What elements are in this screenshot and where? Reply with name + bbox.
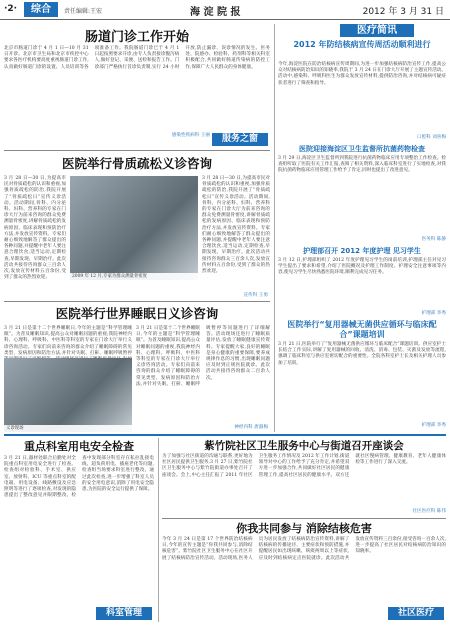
article-medrev <box>278 144 446 244</box>
page-header <box>0 0 450 20</box>
tb-byline: 口腔科 刘喜梅 <box>416 135 446 140</box>
rule-ziwei <box>162 518 446 519</box>
lab-body: 3 月 21 日,器材处联合后勤处对全院重点科室用电安全进行了检查。检查组对检验科、手术室、供应室、放射科、ICU 等重点科室的配电箱、用电设备、线路敷设及应急照明等进行了逐项检查,对发现的隐患提出了整改意见并限期整改。检查中发现部分科室存在私拉乱接电线、超负荷用电、插座老化等问题,检查组当场要求科室进行整改。通过此次检查,进一步增强了科室人员的安全用电意识,消除了用电安全隐患,为医院的安全运行提供了保障。 <box>4 456 154 499</box>
nurse-headline: 护理部召开 2012 年度护理 见习学生 <box>303 247 421 255</box>
page-number: ·2· <box>4 4 18 14</box>
article-promote <box>162 520 446 622</box>
rule-1 <box>4 150 270 151</box>
bone-byline: 宣传科 王勇 <box>243 293 268 298</box>
training-byline: 护理部 李秀 <box>421 423 446 428</box>
issue-date: 2012 年 3 月 31 日 <box>362 7 444 17</box>
lab-tag: 科室管理 <box>96 607 152 620</box>
section-tag: 综合 <box>24 2 58 17</box>
article-nurse <box>278 246 446 318</box>
sleep-photo <box>4 358 132 432</box>
sleep-headline: 医院举行世界睡眠日义诊咨询 <box>55 306 219 321</box>
bone-photo <box>70 176 198 280</box>
rule-bottom <box>4 434 446 436</box>
tb-body: 今年,海淀医院在防治结核病宣传周期间,为进一步加强结核病防治宣传工作,提高公众对结核病防治知识的知晓率,我院于 3 月 24 日在门诊大厅开展了主题宣传活动。活动中,感染科、呼吸科医生为群众发放宣传材料,提供防治咨询,并对结核病可疑症状者进行了筛查和指导。 <box>278 62 446 86</box>
clinic-headline: 肠道门诊工作开始 <box>84 30 189 45</box>
medrev-body: 3 月 29 日,海淀区卫生监督所到我院进行抗菌药物临床应用专项整治工作检查。检查组听取了医院有关工作汇报,查阅了相关资料,深入临床科室进行了实地检查,对我院抗菌药物临床应用管理工作给予了肯定,同时也提出了改进意见。 <box>278 156 446 174</box>
article-training <box>278 320 446 432</box>
sleep-byline: 神经内科 唐淑梅 <box>234 425 268 430</box>
bone-photo-caption: 2009 年 12 月,专家为群众测量骨密度 <box>70 273 198 281</box>
bone-body-right: 3 月 28 日—30 日,为提高市民对骨质疏松的认识和重视,加强骨质疏松的防治,我院开展了“骨质疏松日”宣传义诊活动。活动期间,骨科、内分泌科、妇科、营养科的专家在门诊大厅为前来咨询的群众免费测量骨密度,讲解骨质疏松的发病原因、临床表现和预防治疗方法,并发放宣传资料。专家们耐心细致地解答了群众提出的各种问题,并提醒中老年人要注意合理饮食,适当运动,定期检查,早期发现、早期治疗。此次活动共接待咨询群众三百余人次,发放宣传材料五百余份,受到了群众的热烈欢迎。 <box>202 176 270 275</box>
bone-headline: 医院举行骨质疏松义诊咨询 <box>61 156 212 171</box>
promote-tag: 社区医疗 <box>388 607 444 620</box>
ziwei-body: 为了加强与社区街道的沟通与联系,更好地为社区居民提供卫生服务,3 月 27 日,紫竹院社区卫生服务中心与紫竹院街道办事处召开了座谈会。会上,中心主任汇报了 2011 年社区卫生服务工作情况及 2012 年工作计划,街道领导对中心的工作给予了充分肯定,并希望双方进一步加强合作,共同做好社区居民的健康管理工作,提高社区居民的健康水平。双方还就社区慢病管理、健康教育、老年人健康体检等工作进行了深入交流。 <box>162 454 446 478</box>
lab-headline: 重点科室用电安全检查 <box>24 440 134 453</box>
clinic-byline: 感染性疾病科 王丽 <box>171 133 210 138</box>
training-body: 3 月 21 日,医院举行了“复用器械无菌供应循环与临床配合”课题培训。供应室护士长结合工作实际,讲解了复用器械的回收、清洗、消毒、包装、灭菌及发放等流程,强调了临床科室与供应室密切配合的重要性。全院各科室护士长及相关护理人员参加了培训。 <box>278 342 446 366</box>
sleep-photo-caption: 义诊现场 <box>4 425 132 433</box>
paper-name: 海 淀 院 报 <box>190 7 241 18</box>
ziwei-headline: 紫竹院社区卫生服务中心与街道召开座谈会 <box>204 440 404 452</box>
article-sleep <box>4 304 270 432</box>
clinic-tag: 服务之窗 <box>212 133 268 146</box>
training-headline: 医院举行“复用器械无菌供应循环与临床配合”课题培训 <box>287 320 437 339</box>
nurse-byline: 护理部 李秀 <box>421 311 446 316</box>
brief-section-tag: 医疗简讯 <box>340 24 414 37</box>
clinic-body: 北京市肠道门诊于 4 月 1 日—10 月 31 日开诊。北京市卫生局和北京市疾控中心要求各医疗机构要高度重视肠道门诊工作,认真做好肠道门诊的设置、人员培训等各项准备工作。我院肠道门诊已于 4 月 1 日起按照要求开诊,由专人负责接诊腹泻病人,做好登记、采便、送检和报告工作。门诊部门严格执行首诊负责制,实行 24 小时开放,防止漏诊、误诊情况的发生。医务处、院感办、检验科、药剂科等相关科室积极配合,共同做好肠道传染病的防控工作,保障广大人民群众的身体健康。 <box>4 46 270 70</box>
column-divider <box>274 24 275 432</box>
ziwei-byline: 社区医疗科 陈伟 <box>412 509 446 514</box>
promote-body: 今年 3 月 24 日是第 17 个世界防治结核病日,今年的宣传主题是“你我共同参与,消除结核危害”。紫竹院社区卫生服务中心在社区开展了结核病防治宣传活动。活动现场,医务人员为居民发放了结核病防治宣传资料,讲解了结核病的传播途径、主要症状和预防措施,并提醒居民如出现咳嗽、咳痰两周以上等症状,应及时到结核病定点医院就诊。此次活动共发放宣传资料三百余份,接受咨询一百余人次,进一步提高了社区居民对结核病防治知识的知晓率。 <box>162 537 446 561</box>
rule-2 <box>4 301 270 302</box>
promote-headline: 你我共同参与 消除结核危害 <box>236 522 372 535</box>
tb-headline: 2012 年防结核病宣传周活动顺利进行 <box>293 40 431 49</box>
article-ziwei <box>162 438 446 516</box>
medrev-headline: 医院迎接海淀区卫生监督所抗菌药物检查 <box>299 145 425 153</box>
medrev-byline: 医务科 陈静 <box>421 237 446 242</box>
bottom-divider <box>158 438 159 622</box>
article-tb <box>278 40 446 142</box>
article-clinic <box>4 24 270 148</box>
sleep-body-left: 3 月 21 日是第十二个世界睡眠日,今年的主题是“科学管理睡眠”。为普及睡眠知识,提高公众对睡眠问题的重视,我院神经内科、心理科、呼吸科、中医科等科室的专家在门诊大厅举行义诊咨询活动。专家们向前来咨询的群众介绍了睡眠障碍的常见类型、发病原因和防治方法,并针对失眠、打鼾、睡眠呼吸暂停 <box>4 326 132 356</box>
sleep-body-right: 3 月 21 日是第十二个世界睡眠日,今年的主题是“科学管理睡眠”。为普及睡眠知识,提高公众对睡眠问题的重视,我院神经内科、心理科、呼吸科、中医科等科室的专家在门诊大厅举行义诊咨询活动。专家们向前来咨询的群众介绍了睡眠障碍的常见类型、发病原因和防治方法,并针对失眠、打鼾、睡眠呼吸暂停等问题进行了详细解答。活动现场还进行了睡眠质量评估,发放了睡眠健康宣传资料。专家提醒大家,良好的睡眠是身心健康的重要保障,要养成规律作息的习惯,出现睡眠问题应及时到正规医院就诊。此次活动共接待咨询群众二百余人次。 <box>136 326 270 387</box>
nurse-body: 3 月 12 日,护理部组织了 2012 年度护理见习学生的岗前培训,护理部主任对见习学生提出了要求和希望,介绍了医院概况及护理工作制度、护理安全注意事项等内容,使见习学生尽快熟悉医院环境,顺利完成见习任务。 <box>278 258 446 276</box>
editor-credit: 责任编辑:王宏 <box>64 8 103 15</box>
article-bone <box>4 154 270 300</box>
article-lab <box>4 438 154 622</box>
bone-body-left: 3 月 28 日—30 日,为提高市民对骨质疏松的认识和重视,加强骨质疏松的防治,我院开展了“骨质疏松日”宣传义诊活动。活动期间,骨科、内分泌科、妇科、营养科的专家在门诊大厅为前来咨询的群众免费测量骨密度,讲解骨质疏松的发病原因、临床表现和预防治疗方法,并发放宣传资料。专家们耐心细致地解答了群众提出的各种问题,并提醒中老年人要注意合理饮食,适当运动,定期检查,早期发现、早期治疗。此次活动共接待咨询群众三百余人次,发放宣传材料五百余份,受到了群众的热烈欢迎。 <box>4 176 66 281</box>
